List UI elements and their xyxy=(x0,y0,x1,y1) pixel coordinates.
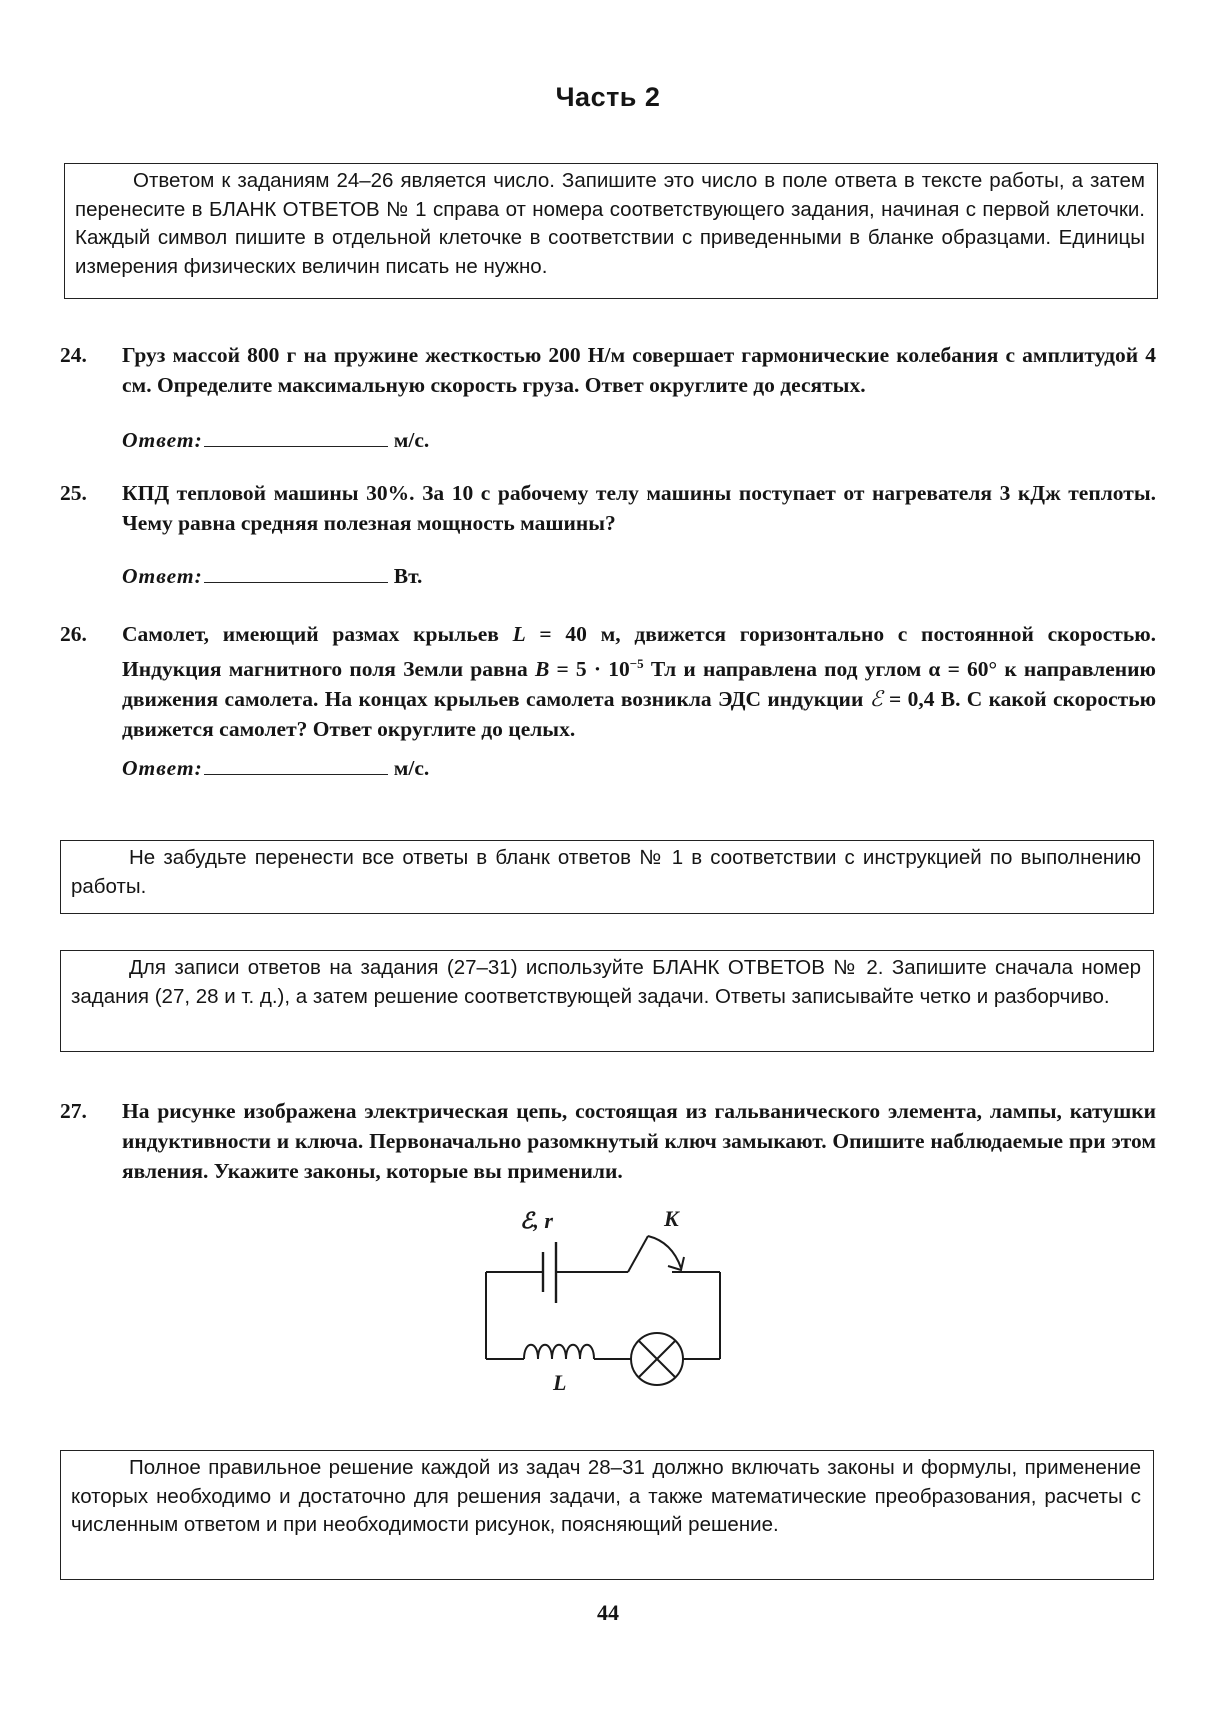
task-25 xyxy=(60,478,1156,538)
instruction-box-transfer xyxy=(60,840,1154,914)
lamp-cross-2 xyxy=(639,1341,675,1377)
key-label: K xyxy=(664,1206,679,1231)
instruction-box-answers-27-31 xyxy=(60,950,1154,1052)
answer-label: Ответ: xyxy=(122,756,203,780)
answer-unit: Вт. xyxy=(393,564,423,588)
inductor-coil xyxy=(524,1345,594,1359)
key-arrow xyxy=(648,1236,681,1268)
task-26 xyxy=(60,619,1156,744)
answer-label: Ответ: xyxy=(122,428,203,452)
task-text: На рисунке изображена электрическая цепь, состоящая из гальванического элемента, лампы, катушки индуктивности и ключа. Первоначально разомкнутый ключ замыкают. Опишите наблюдаемые при этом явления. Укажите законы, которые вы применили. xyxy=(122,1099,1156,1183)
answer-26 xyxy=(122,756,429,781)
answer-field-24[interactable] xyxy=(204,428,388,447)
key-arrowhead xyxy=(668,1257,684,1270)
answer-24 xyxy=(122,428,429,453)
answer-field-26[interactable] xyxy=(204,756,388,775)
instruction-box-answers-24-26 xyxy=(64,163,1158,299)
instruction-text: Ответом к заданиям 24–26 является число. Запишите это число в поле ответа в тексте работы, а затем перенесите в БЛАНК ОТВЕТОВ № 1 справа от номера соответствующего задания, начиная с первой клеточки. Каждый символ пишите в отдельной клеточке в соответствии с приведенными в бланке образцами. Единицы измерения физических величин писать не нужно. xyxy=(75,169,1145,278)
answer-label: Ответ: xyxy=(122,564,203,588)
task-number: 27. xyxy=(60,1099,87,1123)
page-number: 44 xyxy=(597,1600,619,1625)
lamp-cross-1 xyxy=(639,1341,675,1377)
task-number: 24. xyxy=(60,343,87,367)
instruction-text: Не забудьте перенести все ответы в бланк ответов № 1 в соответствии с инструкцией по выполнению работы. xyxy=(71,846,1141,898)
task-24 xyxy=(60,340,1156,400)
task-27 xyxy=(60,1096,1156,1186)
inductor-label: L xyxy=(553,1370,567,1395)
instruction-text: Для записи ответов на задания (27–31) используйте БЛАНК ОТВЕТОВ № 2. Запишите сначала номер задания (27, 28 и т. д.), а затем решение соответствующей задачи. Ответы записывайте четко и разборчиво. xyxy=(71,956,1141,1008)
key-lever xyxy=(628,1236,648,1272)
answer-unit: м/с. xyxy=(393,428,430,452)
task-text: Самолет, имеющий размах крыльев L = 40 м, движется горизонтально с постоянной скоростью. Индукция магнитного поля Земли равна $B = 5 \cdot 10^{-5}$ Тл и направлена под углом α = 60° к направлению движения самолета. На концах крыльев самолета возникла ЭДС индукции ℰ = 0,4 В. С какой скоростью движется самолет? Ответ округлите до целых. xyxy=(122,622,1156,742)
instruction-text: Полное правильное решение каждой из задач 28–31 должно включать законы и формулы, применение которых необходимо и достаточно для решения задачи, а также математические преобразования, расчеты с численным ответом и при необходимости рисунок, поясняющий решение. xyxy=(71,1456,1141,1536)
task-text: КПД тепловой машины 30%. За 10 с рабочему телу машины поступает от нагревателя 3 кДж теплоты. Чему равна средняя полезная мощность машины? xyxy=(122,481,1156,535)
instruction-box-full-solution xyxy=(60,1450,1154,1580)
answer-unit: м/с. xyxy=(393,756,430,780)
task-text: Груз массой 800 г на пружине жесткостью 200 Н/м совершает гармонические колебания с амплитудой 4 см. Определите максимальную скорость груза. Ответ округлите до десятых. xyxy=(122,343,1156,397)
task-number: 26. xyxy=(60,622,87,646)
battery-label: ℰ, r xyxy=(520,1208,553,1233)
task-number: 25. xyxy=(60,481,87,505)
lamp xyxy=(631,1333,683,1385)
page-title: Часть 2 xyxy=(555,82,661,112)
answer-25 xyxy=(122,564,422,589)
answer-field-25[interactable] xyxy=(204,564,388,583)
